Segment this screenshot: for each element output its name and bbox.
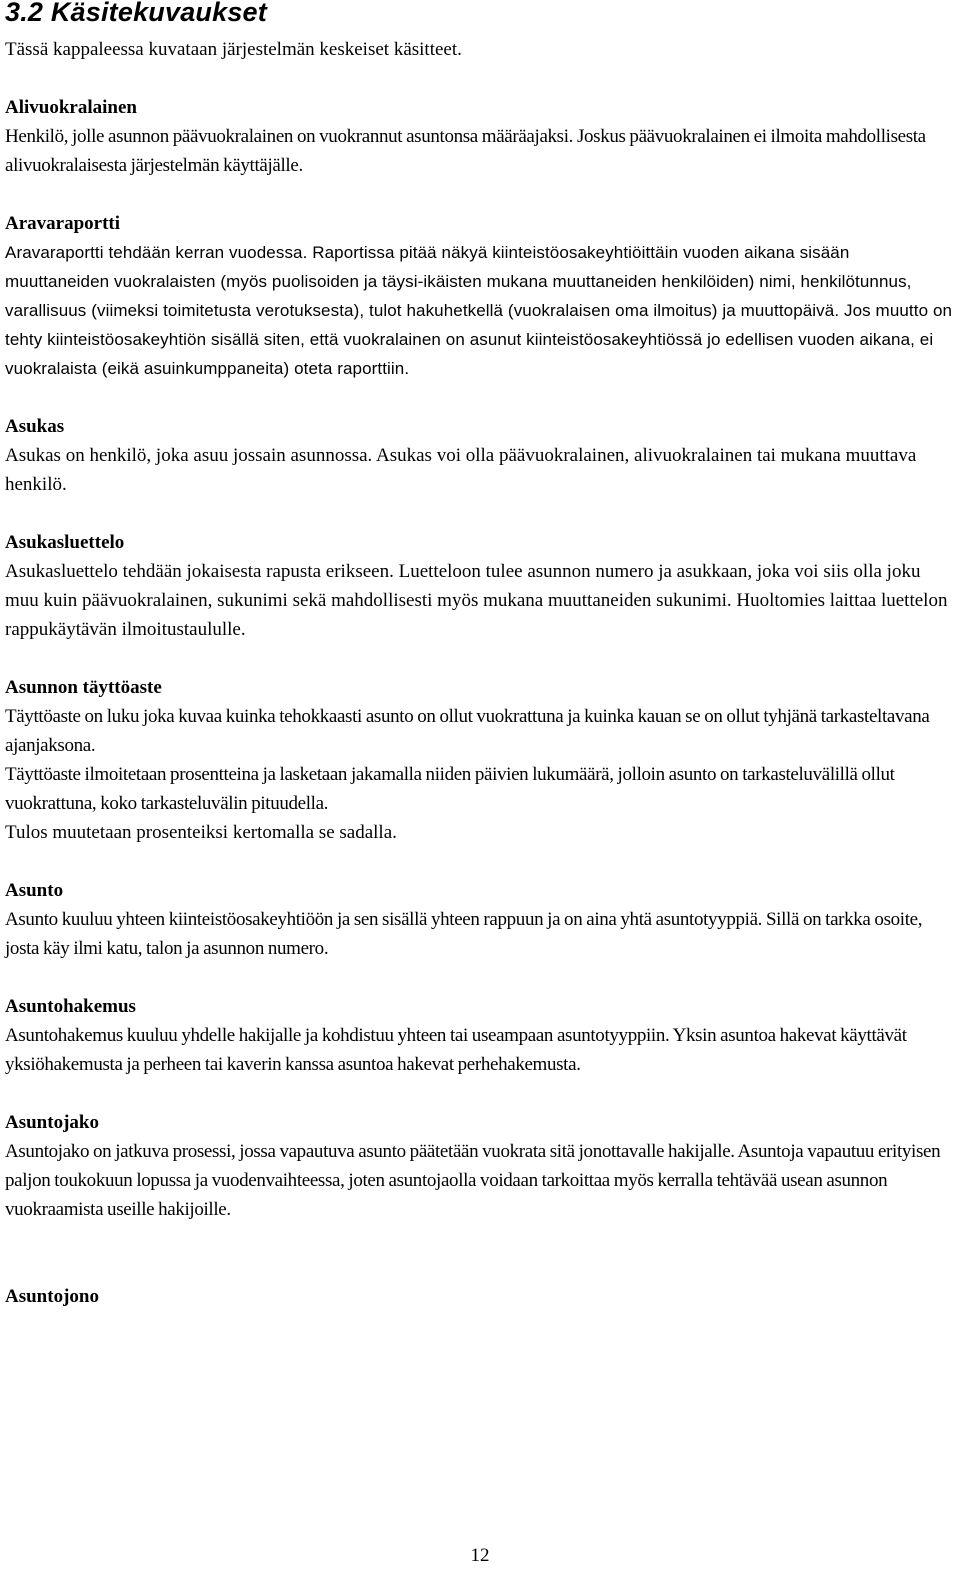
page-number: 12	[470, 1545, 490, 1566]
glossary-entry-alivuokralainen	[5, 93, 957, 180]
term-description: Asukas on henkilö, joka asuu jossain asunnossa. Asukas voi olla päävuokralainen, alivuokralainen tai mukana muuttava henkilö.	[5, 445, 917, 495]
glossary-entry-asuntojako	[5, 1108, 957, 1224]
term-description: Asukasluettelo tehdään jokaisesta rapusta erikseen. Luetteloon tulee asunnon numero ja asukkaan, joka voi siis olla joku muu kuin päävuokralainen, sukunimi sekä mahdollisesti myös mukana muuttaneiden sukunimi. Huoltomies laittaa luettelon rappukäytävän ilmoitustaululle.	[5, 561, 948, 640]
section-heading: 3.2 Käsitekuvaukset	[5, 0, 267, 24]
term-description: Täyttöaste on luku joka kuvaa kuinka tehokkaasti asunto on ollut vuokrattuna ja kuinka kauan se on ollut tyhjänä tarkasteltavana ajanjaksona.	[5, 706, 930, 756]
term-description: Asuntohakemus kuuluu yhdelle hakijalle ja kohdistuu yhteen tai useampaan asuntotyyppiin. Yksin asuntoa hakevat käyttävät yksiöhakemusta ja perheen tai kaverin kanssa asuntoa hakevat perhehakemusta.	[5, 1025, 907, 1075]
term-heading: Asuntohakemus	[5, 996, 136, 1017]
term-heading: Aravaraportti	[5, 213, 121, 234]
term-heading: Asuntojako	[5, 1112, 99, 1133]
term-description: Asuntojako on jatkuva prosessi, jossa vapautuva asunto päätetään vuokrata sitä jonottavalle hakijalle. Asuntoja vapautuu erityisen paljon toukokuun lopussa ja vuodenvaihteessa, joten asuntojaolla voidaan tarkoittaa myös kerralla tehtävää usean asunnon vuokraamista useille hakijoille.	[5, 1141, 941, 1220]
term-heading: Asukas	[5, 416, 65, 437]
glossary-entry-asukasluettelo	[5, 528, 957, 644]
glossary-entry-asuntohakemus	[5, 992, 957, 1079]
term-description: Asunto kuuluu yhteen kiinteistöosakeyhtiöön ja sen sisällä yhteen rappuun ja on aina yhtä asuntotyyppiä. Sillä on tarkka osoite, josta käy ilmi katu, talon ja asunnon numero.	[5, 909, 923, 959]
glossary-entry-asukas	[5, 412, 957, 499]
glossary-entry-asunnon-tayttoaste	[5, 673, 957, 847]
term-description: Tulos muutetaan prosenteiksi kertomalla se sadalla.	[5, 822, 397, 843]
section-intro: Tässä kappaleessa kuvataan järjestelmän keskeiset käsitteet.	[5, 39, 462, 60]
term-heading: Asukasluettelo	[5, 532, 125, 553]
term-heading: Asuntojono	[5, 1286, 99, 1307]
term-heading: Asunto	[5, 880, 64, 901]
term-description: Henkilö, jolle asunnon päävuokralainen on vuokrannut asuntonsa määräajaksi. Joskus päävuokralainen ei ilmoita mahdollisesta alivuokralaisesta järjestelmän käyttäjälle.	[5, 126, 926, 176]
glossary-entry-aravaraportti	[5, 209, 957, 383]
term-heading: Alivuokralainen	[5, 97, 137, 118]
term-heading: Asunnon täyttöaste	[5, 677, 162, 698]
document-page	[5, 0, 957, 1311]
term-description: Aravaraportti tehdään kerran vuodessa. Raportissa pitää näkyä kiinteistöosakeyhtiöittäin vuoden aikana sisään muuttaneiden vuokralaisten (myös puolisoiden ja täysi-ikäisten mukana muuttaneiden henkilöiden) nimi, henkilötunnus, varallisuus (viimeksi toimitetusta verotuksesta), tulot hakuhetkellä (vuokralaisen oma ilmoitus) ja muuttopäivä. Jos muutto on tehty kiinteistöosakeyhtiön sisällä siten, että vuokralainen on asunut kiinteistöosakeyhtiössä jo edellisen vuoden aikana, ei vuokralaista (eikä asuinkumppaneita) oteta raporttiin.	[5, 243, 953, 378]
glossary-entry-asunto	[5, 876, 957, 963]
term-description: Täyttöaste ilmoitetaan prosentteina ja lasketaan jakamalla niiden päivien lukumäärä, jolloin asunto on tarkasteluvälillä ollut vuokrattuna, koko tarkasteluvälin pituudella.	[5, 764, 895, 814]
glossary-entry-asuntojono	[5, 1282, 957, 1311]
